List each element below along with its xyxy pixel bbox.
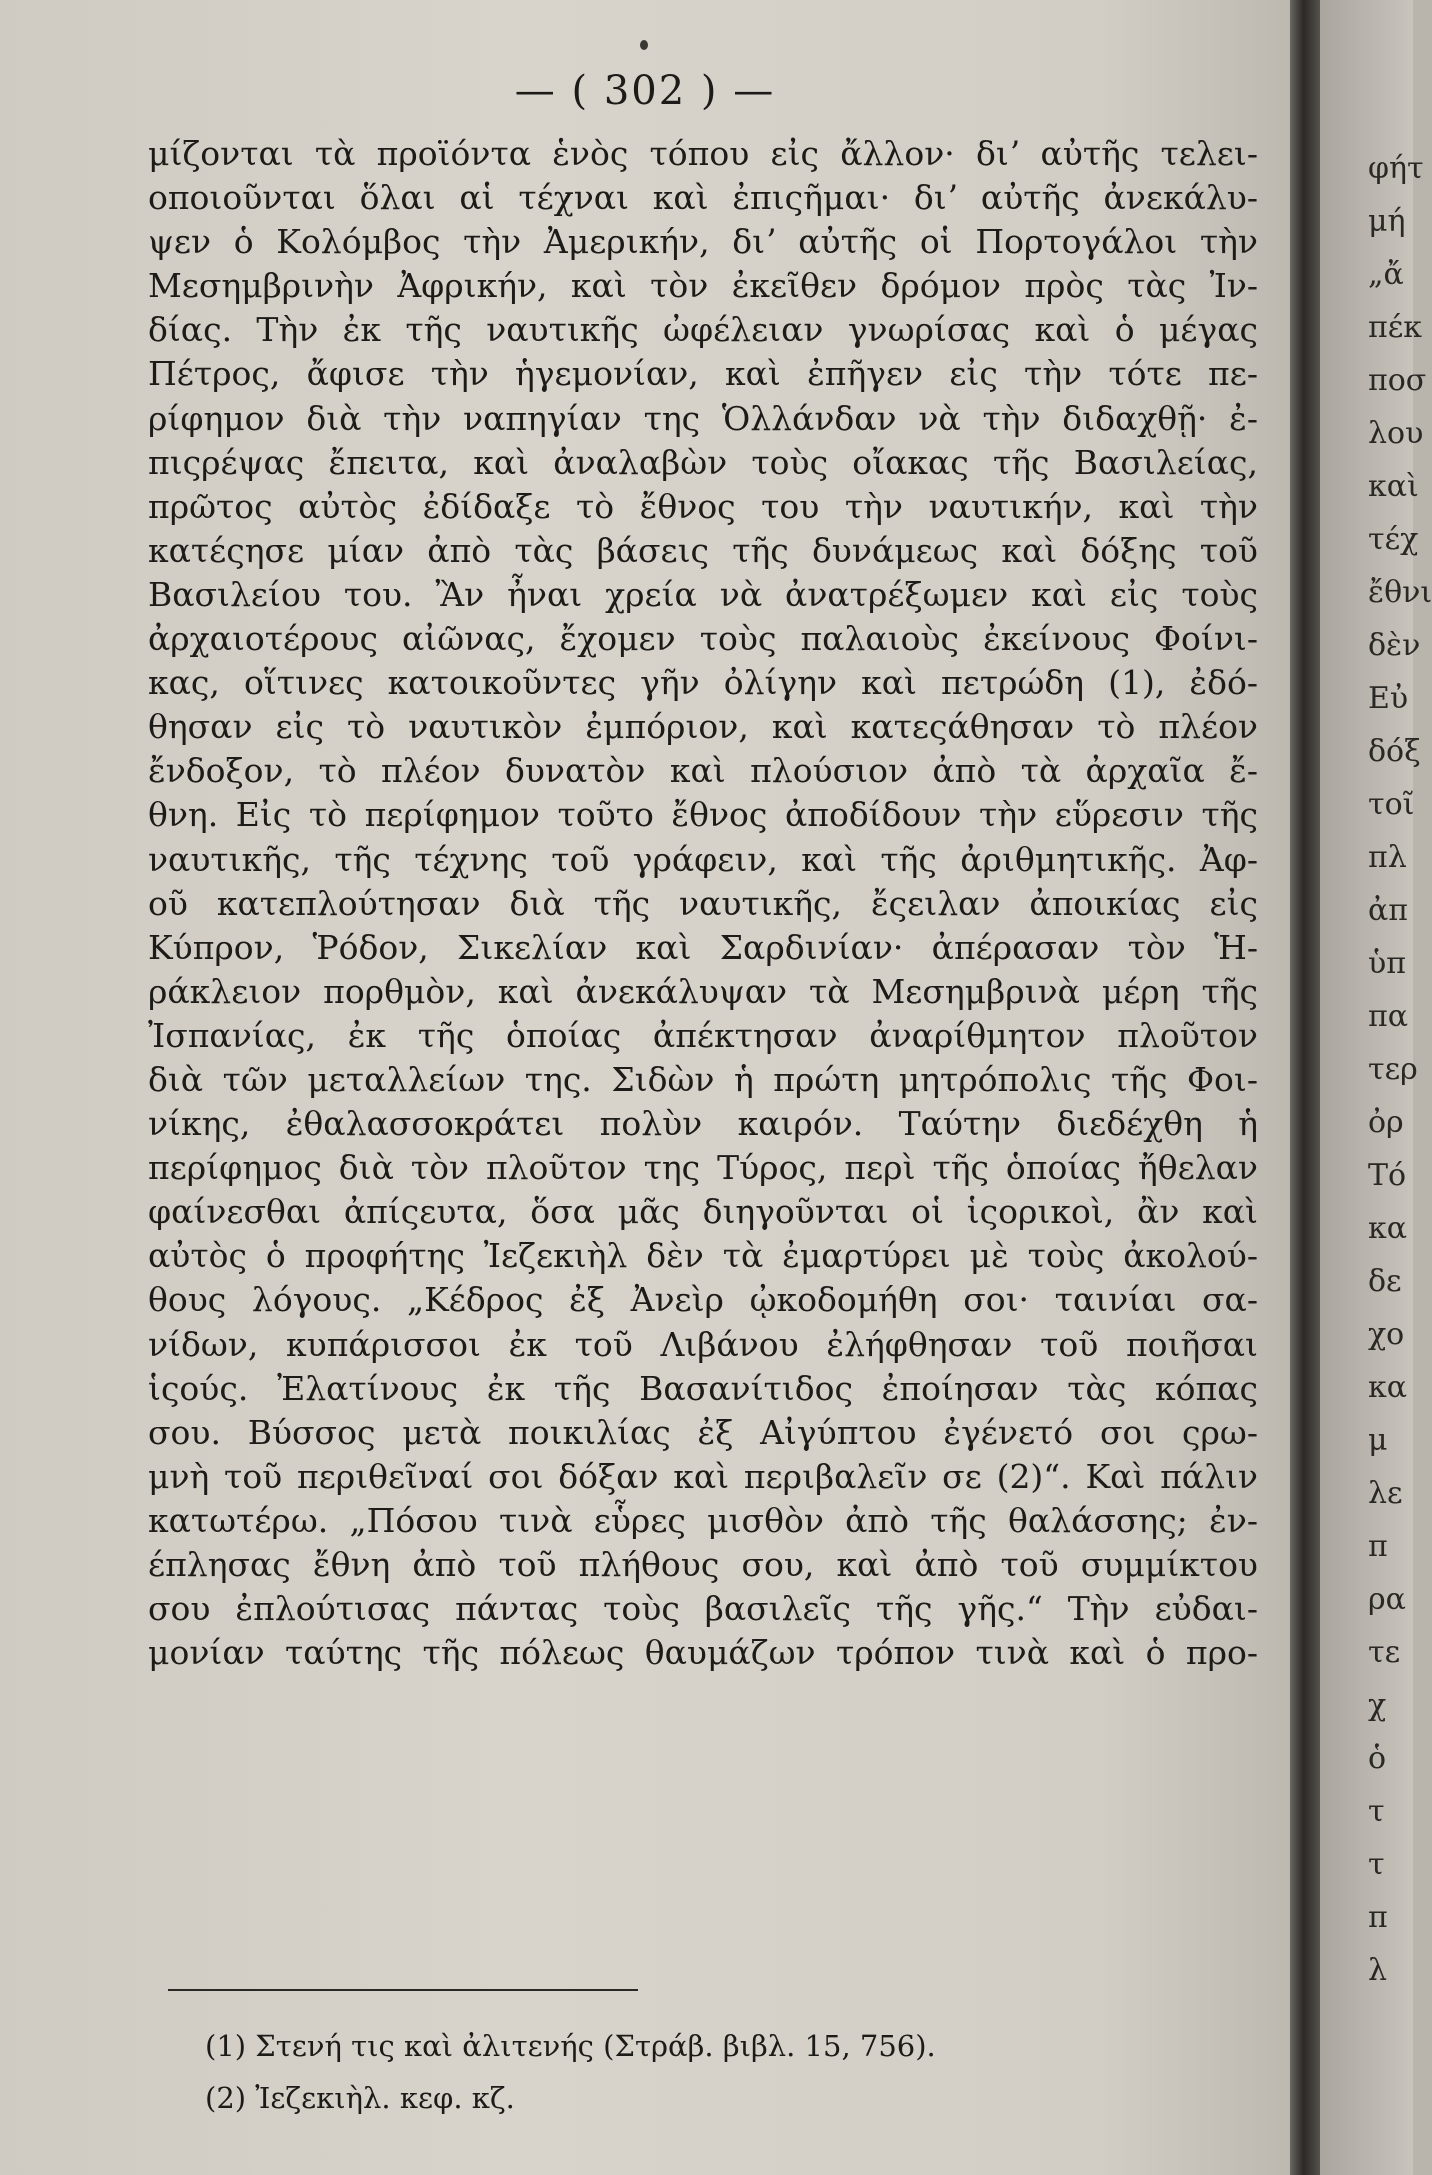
adjacent-page-edge [1320, 0, 1432, 2175]
text-line: περίφημος διὰ τὸν πλοῦτον της Τύρος, περὶ τῆς ὁποίας ἤθελαν [148, 1148, 1258, 1188]
adjacent-page-fragment: δόξ [1368, 734, 1421, 769]
text-line: νίδων, κυπάρισσοι ἐκ τοῦ Λιβάνου ἐλήφθησαν τοῦ ποιῆσαι [148, 1324, 1258, 1364]
adjacent-page-fragment: πα [1368, 999, 1408, 1034]
adjacent-page-fragment: ρα [1368, 1582, 1406, 1617]
text-line: σου ἐπλούτισας πάντας τοὺς βασιλεῖς τῆς γῆς.“ Τὴν εὐδαι- [148, 1589, 1258, 1629]
adjacent-page-fragment: κα [1368, 1211, 1408, 1246]
text-line: μίζονται τὰ προϊόντα ἑνὸς τόπου εἰς ἄλλον· διʼ αὐτῆς τελει- [148, 134, 1258, 173]
adjacent-page-fragment: π [1368, 1529, 1388, 1564]
text-line: νίκης, ἐθαλασσοκράτει πολὺν καιρόν. Ταύτην διεδέχθη ἡ [148, 1104, 1258, 1144]
text-line: ἀρχαιοτέρους αἰῶνας, ἔχομεν τοὺς παλαιοὺς ἐκείνους Φοίνι- [148, 619, 1258, 659]
adjacent-page-fragment: τ [1368, 1847, 1385, 1882]
text-line: φαίνεσθαι ἀπίςευτα, ὅσα μᾶς διηγοῦνται οἱ ἱςορικοὶ, ἂν καὶ [148, 1192, 1258, 1232]
text-line: ρίφημον διὰ τὴν ναπηγίαν της Ὁλλάνδαν νὰ τὴν διδαχθῇ· ἐ- [148, 398, 1258, 438]
adjacent-page-fragment: μ [1368, 1423, 1388, 1458]
text-line: μονίαν ταύτης τῆς πόλεως θαυμάζων τρόπον τινὰ καὶ ὁ προ- [148, 1633, 1258, 1673]
adjacent-page-fragment: ἔθνι [1368, 575, 1432, 610]
text-line: οποιοῦνται ὅλαι αἱ τέχναι καὶ ἐπιςῆμαι· διʼ αὐτῆς ἀνεκάλυ- [148, 178, 1258, 218]
text-line: θνη. Εἰς τὸ περίφημον τοῦτο ἔθνος ἀποδίδουν τὴν εὕρεσιν τῆς [148, 795, 1258, 835]
ink-spot [640, 40, 648, 50]
adjacent-page-fragment: π [1368, 1900, 1388, 1935]
text-line: δίας. Τὴν ἐκ τῆς ναυτικῆς ὠφέλειαν γνωρίσας καὶ ὁ μέγας [148, 310, 1258, 350]
adjacent-page-fragment: Εὐ [1368, 681, 1409, 716]
footnote-2: (2) Ἰεζεκιὴλ. κεφ. κζ. [205, 2081, 515, 2115]
adjacent-page-fragment: λου [1368, 416, 1424, 451]
text-line: Ἰσπανίας, ἐκ τῆς ὁποίας ἀπέκτησαν ἀναρίθμητον πλοῦτον [148, 1015, 1258, 1055]
text-line: έπλησας ἔθνη ἀπὸ τοῦ πλήθους σου, καὶ ἀπὸ τοῦ συμμίκτου [148, 1545, 1258, 1584]
footnote-1: (1) Στενή τις καὶ ἀλιτενής (Στράβ. βιβλ. 15, 756). [205, 2029, 936, 2063]
text-line: Πέτρος, ἄφισε τὴν ἡγεμονίαν, καὶ ἐπῆγεν εἰς τὴν τότε πε- [148, 354, 1258, 394]
adjacent-page-fragment: χο [1368, 1317, 1405, 1352]
text-line: κατέςησε μίαν ἀπὸ τὰς βάσεις τῆς δυνάμεως καὶ δόξης τοῦ [148, 530, 1258, 570]
text-line: οῦ κατεπλούτησαν διὰ τῆς ναυτικῆς, ἔςειλαν ἀποικίας εἰς [148, 883, 1258, 923]
adjacent-page-fragment: χ [1368, 1688, 1387, 1723]
text-line: ναυτικῆς, τῆς τέχνης τοῦ γράφειν, καὶ τῆς ἀριθμητικῆς. Ἀφ- [148, 839, 1258, 879]
adjacent-page-fragment: πέκ [1368, 310, 1423, 345]
adjacent-page-fragment: τέχ [1368, 522, 1419, 557]
text-line: πιςρέψας ἔπειτα, καὶ ἀναλαβὼν τοὺς οἴακας τῆς Βασιλείας, [148, 442, 1258, 482]
adjacent-page-fragment: φήτ [1368, 151, 1424, 186]
text-line: Μεσημβρινὴν Ἀφρικήν, καὶ τὸν ἐκεῖθεν δρόμον πρὸς τὰς Ἰν- [148, 266, 1258, 306]
adjacent-page-fragment: καὶ [1368, 469, 1419, 504]
adjacent-page-fragment: κα [1368, 1370, 1408, 1405]
text-line: Βασιλείου του. Ἂν ἦναι χρεία νὰ ἀνατρέξωμεν καὶ εἰς τοὺς [148, 574, 1258, 614]
text-line: πρῶτος αὐτὸς ἐδίδαξε τὸ ἔθνος του τὴν ναυτικήν, καὶ τὴν [148, 486, 1258, 526]
adjacent-page-fragment: ὀρ [1368, 1105, 1404, 1140]
adjacent-page-fragment: ὑπ [1368, 946, 1406, 981]
adjacent-page-fragment: τ [1368, 1794, 1385, 1829]
adjacent-page-fragment: πλ [1368, 840, 1407, 875]
adjacent-page-fragment: ὁ [1368, 1741, 1387, 1776]
body-text [148, 132, 1258, 1675]
text-line: μνὴ τοῦ περιθεῖναί σοι δόξαν καὶ περιβαλεῖν σε (2)“. Καὶ πάλιν [148, 1456, 1258, 1496]
text-line: ράκλειον πορθμὸν, καὶ ἀνεκάλυψαν τὰ Μεσημβρινὰ μέρη τῆς [148, 971, 1258, 1011]
footnote-rule [168, 1989, 638, 1991]
adjacent-page-fragment: λ [1368, 1953, 1388, 1988]
text-line: σου. Βύσσος μετὰ ποικιλίας ἐξ Αἰγύπτου ἐγένετό σοι ςρω- [148, 1412, 1258, 1452]
adjacent-page-fragment: ποσ [1368, 363, 1427, 398]
text-line: ἱςούς. Ἐλατίνους ἐκ τῆς Βασανίτιδος ἐποίησαν τὰς κόπας [148, 1368, 1258, 1408]
book-spine [1290, 0, 1320, 2175]
page-header: — ( 302 ) — [514, 68, 776, 114]
text-line: Κύπρον, Ῥόδον, Σικελίαν καὶ Σαρδινίαν· ἀπέρασαν τὸν Ἡ- [148, 927, 1258, 967]
text-line: ἔνδοξον, τὸ πλέον δυνατὸν καὶ πλούσιον ἀπὸ τὰ ἀρχαῖα ἔ- [148, 751, 1258, 791]
adjacent-page-fragment: μή [1368, 204, 1406, 239]
text-line: ψεν ὁ Κολόμβος τὴν Ἀμερικήν, διʼ αὐτῆς οἱ Πορτογάλοι τὴν [148, 222, 1258, 262]
adjacent-page-fragment: τε [1368, 1635, 1401, 1670]
text-line: θησαν εἰς τὸ ναυτικὸν ἐμπόριον, καὶ κατεςάθησαν τὸ πλέον [148, 707, 1258, 747]
adjacent-page-fragment: λε [1368, 1476, 1403, 1511]
adjacent-page-fragment: τερ [1368, 1052, 1418, 1087]
text-line: κατωτέρω. „Πόσου τινὰ εὗρες μισθὸν ἀπὸ τῆς θαλάσσης; ἐν- [148, 1500, 1258, 1540]
adjacent-page-fragment: δὲν [1368, 628, 1421, 663]
adjacent-page-fragment: Τό [1368, 1158, 1407, 1193]
adjacent-page-fragment: ἀπ [1368, 893, 1408, 928]
footnotes [205, 2020, 936, 2124]
adjacent-page-fragment: „ἄ [1368, 257, 1404, 292]
text-line: θους λόγους. „Κέδρος ἐξ Ἀνεὶρ ᾠκοδομήθη σοι· ταινίαι σα- [148, 1280, 1258, 1320]
adjacent-page-fragment: δε [1368, 1264, 1402, 1299]
text-line: αὐτὸς ὁ προφήτης Ἰεζεκιὴλ δὲν τὰ ἐμαρτύρει μὲ τοὺς ἀκολού- [148, 1236, 1258, 1276]
text-line: κας, οἵτινες κατοικοῦντες γῆν ὀλίγην καὶ πετρώδη (1), ἐδό- [148, 663, 1258, 703]
adjacent-page-fragment: τοῖ [1368, 787, 1415, 822]
text-line: διὰ τῶν μεταλλείων της. Σιδὼν ἡ πρώτη μητρόπολις τῆς Φοι- [148, 1059, 1258, 1099]
